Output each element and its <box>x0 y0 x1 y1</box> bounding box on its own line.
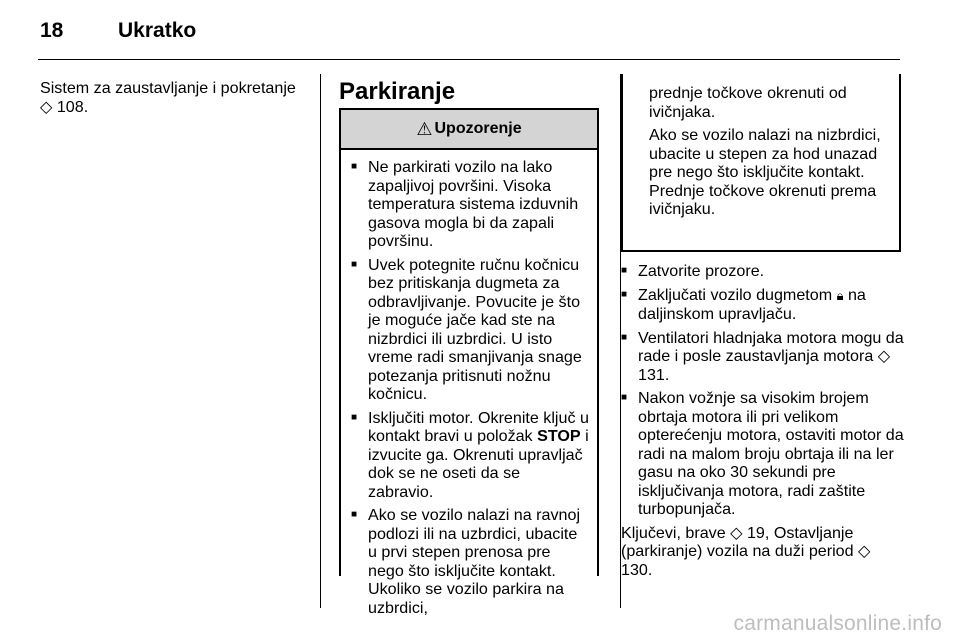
lock-icon: 🔒︎ <box>836 287 844 303</box>
list-item: ■ Nakon vožnje sa visokim brojem obrtaja motora ili pri velikom opterećenju motora, ostaviti motor da radi na malom broju obrtaja ili na ler gasu na oko 30 sekundi pre isključivanja motora, radi zaštite turbopunjača. <box>621 389 904 519</box>
list-item: ■ Zatvorite prozore. <box>621 262 904 281</box>
list-item: ■ Ne parkirati vozilo na lako zapaljivoj površini. Visoka temperatura sistema izduvnih gasova mogla bi da zapali površinu. <box>351 158 589 251</box>
list-item: ■ Ventilatori hladnjaka motora mogu da rade i posle zaustavljanja motora ◇ 131. <box>621 329 904 385</box>
column-1 <box>40 79 310 121</box>
text-paragraph: Ako se vozilo nalazi na nizbrdici, ubacite u stepen za hod unazad pre nego što isključite kontakt. Prednje točkove okrenuti prema ivičnjaku. <box>649 126 881 218</box>
page-number: 18 <box>40 19 64 42</box>
text-paragraph: Ključevi, brave ◇ 19, Ostavljanje (parkiranje) vozila na duži period ◇ 130. <box>621 523 871 579</box>
list-item: ■ Uvek potegnite ručnu kočnicu bez pritiskanja dugmeta za odbravljivanje. Povucite je što je moguće jače kad ste na nizbrdici ili uzbrdici. U isto vreme radi smanjivanja snage potezanja pritisnuti nožnu kočnicu. <box>351 256 589 404</box>
page-header-title: Ukratko <box>118 19 197 42</box>
section-title: Parkiranje <box>339 78 456 105</box>
warning-box <box>339 108 599 617</box>
list-item: ■ Ako se vozilo nalazi na ravnoj podlozi ili na uzbrdici, ubacite u prvi stepen prenosa pre nego što isključite kontakt. Ukoliko se vozilo parkira na uzbrdici, <box>351 506 589 617</box>
watermark: carmanualsonline.info <box>733 612 942 635</box>
text-line: prednje točkove okrenuti od ivičnjaka. <box>649 84 847 121</box>
warning-body <box>341 150 597 617</box>
warning-header <box>341 110 597 150</box>
header-rule <box>38 59 900 60</box>
list-item: ■ Isključiti motor. Okrenite ključ u kontakt bravi u položak STOP i izvucite ga. Okrenuti upravljač dok se ne oseti da se zabravio. <box>351 409 589 502</box>
column-3 <box>621 262 904 584</box>
warning-triangle-icon: ⚠ <box>416 118 433 139</box>
list-item: ■ Zaključati vozilo dugmetom 🔒︎ na daljinskom upravljaču. <box>621 286 904 324</box>
column-divider-left <box>320 74 321 608</box>
text-line: Sistem za zaustavljanje i pokretanje ◇ 108. <box>40 79 296 116</box>
stop-label: STOP <box>537 427 581 445</box>
warning-title: Upozorenje <box>434 120 522 137</box>
page-reference: ◇ 108. <box>40 97 89 116</box>
warning-box-continued <box>621 74 901 252</box>
